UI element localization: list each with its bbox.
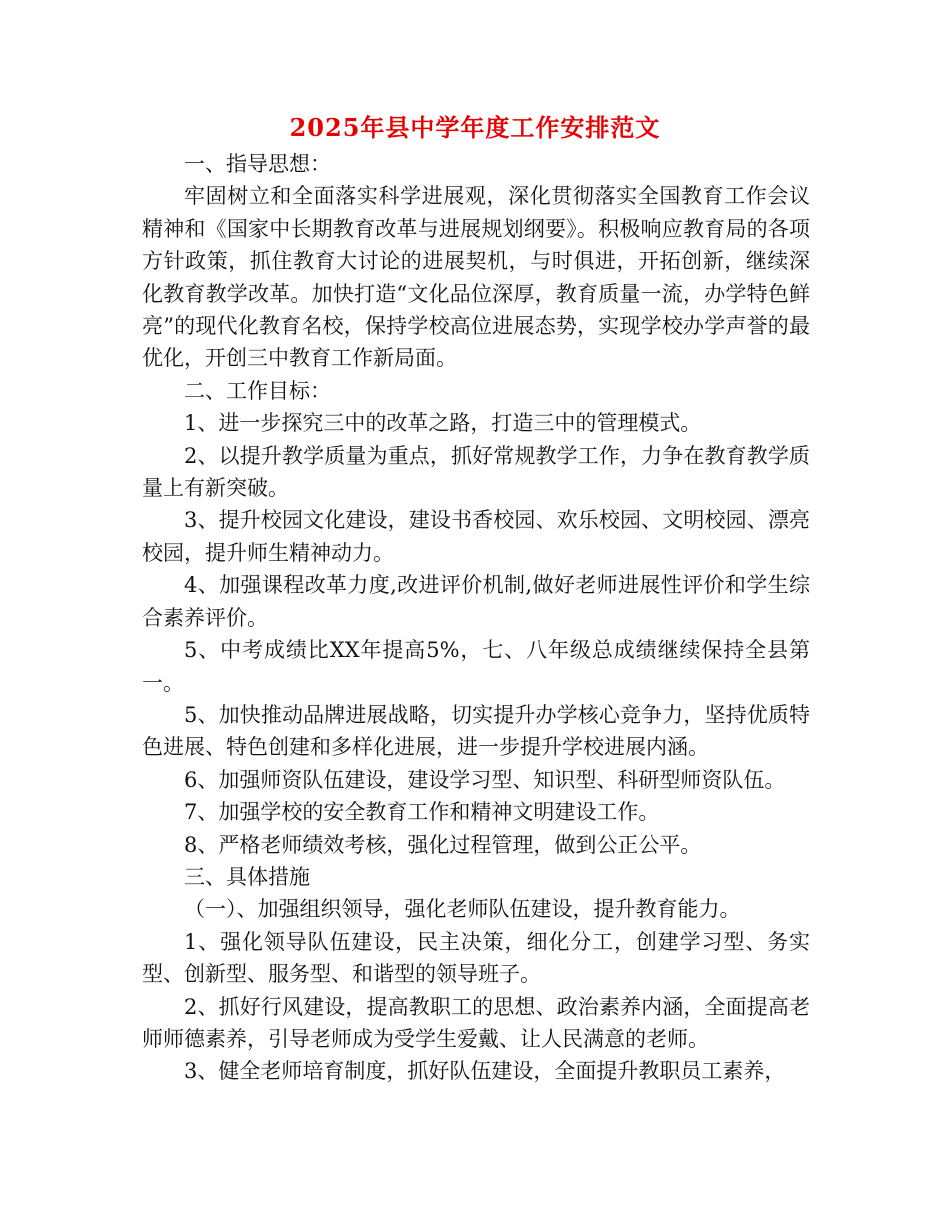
paragraph-guiding-ideology: 牢固树立和全面落实科学进展观，深化贯彻落实全国教育工作会议精神和《国家中长期教育改革与进展规划纲要》。积极响应教育局的各项方针政策，抓住教育大讨论的进展契机，与时俱进，开拓创新，继续深化教育教学改革。加快打造“文化品位深厚，教育质量一流，办学特色鲜亮”的现代化教育名校，保持学校高位进展态势，实现学校办学声誉的最优化，开创三中教育工作新局面。 bbox=[142, 184, 810, 371]
document-body bbox=[142, 148, 810, 1088]
measure-item-2: 2、抓好行风建设，提高教职工的思想、政治素养内涵，全面提高老师师德素养，引导老师成为受学生爱戴、让人民满意的老师。 bbox=[142, 994, 810, 1051]
goal-item-7: 7、加强学校的安全教育工作和精神文明建设工作。 bbox=[184, 800, 660, 825]
measure-item-3: 3、健全老师培育制度，抓好队伍建设，全面提升教职员工素养， bbox=[184, 1059, 786, 1084]
goal-item-8: 8、严格老师绩效考核，强化过程管理，做到公正公平。 bbox=[184, 832, 702, 857]
goal-item-5b: 5、加快推动品牌进展战略，切实提升办学核心竞争力，坚持优质特色进展、特色创建和多样化进展，进一步提升学校进展内涵。 bbox=[142, 702, 810, 760]
section-heading-guiding-ideology: 一、指导思想： bbox=[184, 152, 331, 176]
goal-item-4: 4、加强课程改革力度,改进评价机制,做好老师进展性评价和学生综合素养评价。 bbox=[142, 573, 810, 630]
measure-item-1: 1、强化领导队伍建设，民主决策，细化分工，创建学习型、务实型、创新型、服务型、和谐型的领导班子。 bbox=[142, 929, 810, 987]
goal-item-5a: 5、中考成绩比XX年提高5%，七、八年级总成绩继续保持全县第一。 bbox=[142, 638, 810, 695]
goal-item-6: 6、加强师资队伍建设，建设学习型、知识型、科研型师资队伍。 bbox=[184, 767, 786, 792]
section-heading-specific-measures: 三、具体措施 bbox=[184, 864, 310, 889]
subsection-heading-1: （一）、加强组织领导，强化老师队伍建设，提升教育能力。 bbox=[184, 897, 741, 922]
goal-item-1: 1、进一步探究三中的改革之路，打造三中的管理模式。 bbox=[184, 411, 702, 436]
document-title: 2025年县中学年度工作安排范文 bbox=[289, 113, 661, 142]
section-heading-work-goals: 二、工作目标： bbox=[184, 378, 331, 403]
goal-item-2: 2、以提升教学质量为重点，抓好常规教学工作，力争在教育教学质量上有新突破。 bbox=[142, 443, 810, 501]
goal-item-3: 3、提升校园文化建设，建设书香校园、欢乐校园、文明校园、漂亮校园，提升师生精神动力。 bbox=[142, 508, 810, 565]
